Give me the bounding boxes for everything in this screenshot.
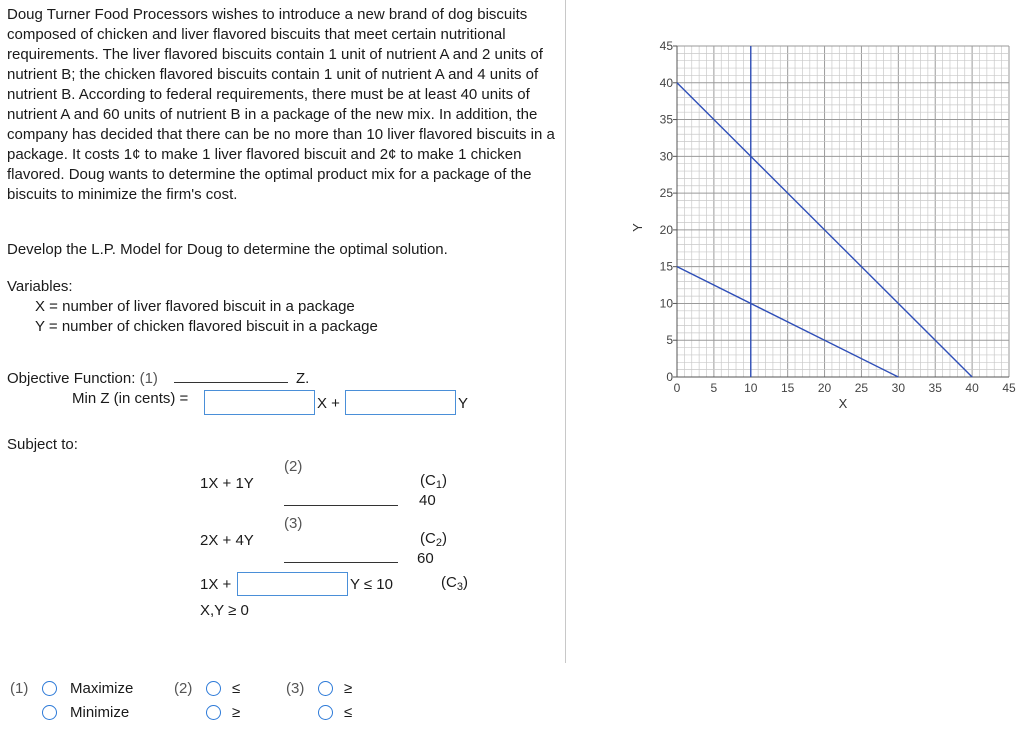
- chart-ticks: [660, 39, 1016, 395]
- x-tick-label: 10: [744, 381, 758, 395]
- min-z-label: Min Z (in cents) =: [72, 390, 189, 407]
- nonnegativity-constraint: X,Y ≥ 0: [200, 602, 249, 619]
- question-2-label: (2): [174, 680, 193, 697]
- y-tick-label: 20: [659, 222, 673, 237]
- objective-label: [7, 370, 158, 387]
- constraint-3-coefficient-input[interactable]: [237, 572, 348, 596]
- constraint-2-name: $(C_2)$: [420, 530, 447, 549]
- y-coefficient-input[interactable]: [345, 390, 456, 415]
- variable-y-definition: Y = number of chicken flavored biscuit in a package: [35, 318, 378, 335]
- panel-divider: [565, 0, 566, 663]
- chart-grid: [677, 46, 1009, 377]
- instruction-text: Develop the L.P. Model for Doug to determine the optimal solution.: [7, 241, 448, 258]
- objective-type-blank: [174, 382, 288, 383]
- y-tick-label: 30: [659, 149, 673, 164]
- constraint-2-lhs: 2X + 4Y: [200, 532, 254, 549]
- x-tick-label: 40: [965, 381, 979, 395]
- q3-less-equal-radio[interactable]: [318, 705, 333, 720]
- y-tick-label: 40: [659, 75, 673, 90]
- x-tick-label: 30: [891, 381, 906, 395]
- x-tick-label: 15: [780, 381, 795, 395]
- y-tick-label: 25: [659, 186, 673, 201]
- x-plus-label: X +: [317, 395, 340, 412]
- q2-less-equal-symbol[interactable]: ≤: [232, 680, 241, 697]
- constraint-1-rhs: 40: [419, 492, 436, 509]
- objective-blank-number: (1): [139, 370, 158, 387]
- z-label: Z.: [296, 370, 310, 387]
- objective-label-text: Objective Function:: [7, 370, 136, 387]
- q3-less-equal-symbol[interactable]: ≤: [344, 704, 353, 721]
- constraint-1-sign-blank: [284, 505, 398, 506]
- constraint-2-blank-number: (3): [284, 515, 303, 532]
- feasible-region-graph: [600, 0, 1024, 430]
- subject-to-label: Subject to:: [7, 436, 78, 453]
- x-tick-label: 45: [1002, 381, 1016, 395]
- q2-less-equal-radio[interactable]: [206, 681, 221, 696]
- q3-greater-equal-symbol[interactable]: ≥: [344, 680, 353, 697]
- constraint-3-suffix: Y ≤ 10: [350, 576, 393, 593]
- q2-greater-equal-symbol[interactable]: ≥: [232, 704, 241, 721]
- constraint-1-blank-number: (2): [284, 458, 303, 475]
- maximize-label[interactable]: Maximize: [70, 680, 134, 697]
- variable-x-definition: X = number of liver flavored biscuit in a package: [35, 298, 355, 315]
- x-tick-label: 0: [673, 381, 681, 395]
- y-tick-label: 15: [659, 259, 673, 274]
- minimize-radio[interactable]: [42, 705, 57, 720]
- y-axis-label: Y: [630, 223, 645, 232]
- constraint-1-name: $(C_1)$: [420, 472, 447, 491]
- maximize-radio[interactable]: [42, 681, 57, 696]
- constraint-2-rhs: 60: [417, 550, 434, 567]
- x-tick-label: 5: [710, 381, 718, 395]
- constraint-3-prefix: 1X +: [200, 576, 232, 593]
- x-axis-label: X: [838, 396, 848, 411]
- constraint-1-lhs: 1X + 1Y: [200, 475, 254, 492]
- x-tick-label: 25: [854, 381, 869, 395]
- variables-label: Variables:: [7, 278, 73, 295]
- y-tick-label: 5: [666, 333, 673, 348]
- q3-greater-equal-radio[interactable]: [318, 681, 333, 696]
- minimize-label[interactable]: Minimize: [70, 704, 130, 721]
- problem-statement: Doug Turner Food Processors wishes to introduce a new brand of dog biscuits composed of chicken and liver flavored biscuits that meet certain nutritional requirements. The liver flavored biscuits contain 1 unit of nutrient A and 2 units of nutrient B; the chicken flavored biscuits contain 1 unit of nutrient A and 4 units of nutrient B. According to federal requirements, there must be at least 40 units of nutrient A and 60 units of nutrient B in a package of the new mix. In addition, the company has decided that there can be no more than 10 liver flavored biscuits in a package. It costs 1¢ to make 1 liver flavored biscuit and 2¢ to make 1 chicken flavored. Doug wants to determine the optimal product mix for a package of the biscuits to minimize the firm's cost.: [7, 6, 555, 203]
- y-tick-label: 45: [659, 39, 673, 53]
- x-coefficient-input[interactable]: [204, 390, 315, 415]
- y-tick-label: 35: [659, 112, 673, 127]
- question-3-label: (3): [286, 680, 305, 697]
- x-tick-label: 35: [928, 381, 942, 395]
- q2-greater-equal-radio[interactable]: [206, 705, 221, 720]
- constraint-2-sign-blank: [284, 562, 398, 563]
- y-label: Y: [458, 395, 469, 412]
- y-tick-label: 0: [666, 370, 673, 384]
- question-1-label: (1): [10, 680, 29, 697]
- chart-axes: [677, 46, 1009, 377]
- y-tick-label: 10: [659, 296, 673, 311]
- constraint-3-name: $(C_3)$: [441, 574, 468, 593]
- x-tick-label: 20: [817, 381, 832, 395]
